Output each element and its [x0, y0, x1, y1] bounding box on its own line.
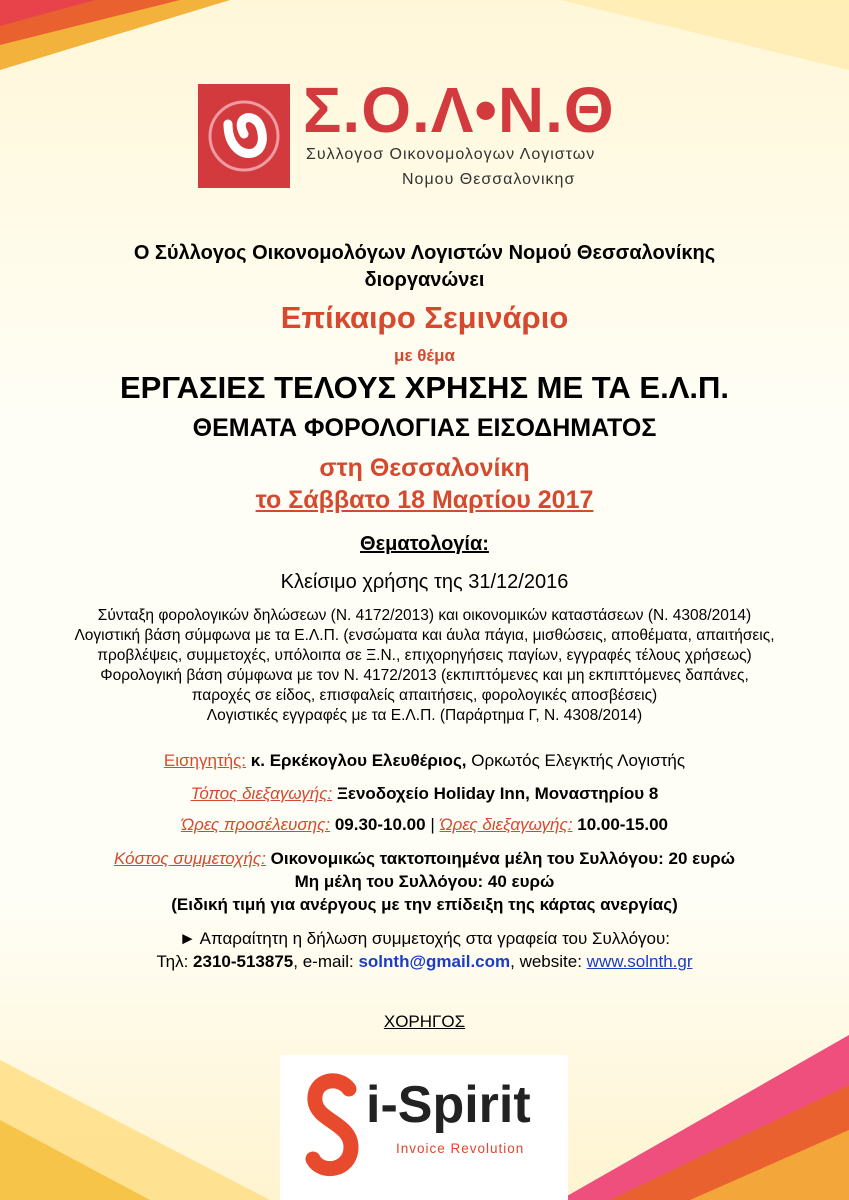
organizer-line-1: Ο Σύλλογος Οικονομολόγων Λογιστών Νομού Θεσσαλονίκης [133, 242, 716, 264]
phone-label: Τηλ: [156, 952, 189, 971]
hours-row [0, 815, 849, 835]
speaker-role: Ορκωτός Ελεγκτής Λογιστής [471, 751, 686, 770]
seminar-title: Επίκαιρο Σεμινάριο [280, 300, 569, 335]
venue-label: Τόπος διεξαγωγής: [190, 784, 333, 803]
registration-block [0, 927, 849, 973]
association-logo-title: Σ.Ο.Λ•Ν.Θ [303, 74, 615, 146]
registration-text: Απαραίτητη η δήλωση συμμετοχής στα γραφεία του Συλλόγου: [199, 929, 670, 948]
topics-list [0, 606, 849, 726]
topic-line: Λογιστικές εγγραφές με τα Ε.Λ.Π. (Παράρτημα Γ, Ν. 4308/2014) [206, 707, 643, 724]
hours-label: Ώρες διεξαγωγής: [439, 815, 573, 834]
topic-line: παροχές σε είδος, επισφαλείς απαιτήσεις, φορολογικές αποσβέσεις) [191, 687, 658, 704]
headline-1: ΕΡΓΑΣΙΕΣ ΤΕΛΟΥΣ ΧΡΗΣΗΣ ΜΕ ΤΑ Ε.Λ.Π. [120, 370, 729, 405]
contact-line [0, 950, 849, 973]
email-label: , e-mail: [293, 952, 354, 971]
arrival-value: 09.30-10.00 [334, 815, 426, 834]
registration-line [0, 927, 849, 950]
topics-heading: Θεματολογία: [360, 533, 489, 555]
hours-value: 10.00-15.00 [577, 815, 668, 834]
organizer-line-2: διοργανώνει [364, 269, 485, 291]
event-date: το Σάββατο 18 Μαρτίου 2017 [255, 486, 594, 514]
cost-label: Κόστος συμμετοχής: [114, 849, 266, 868]
association-logo [198, 74, 658, 195]
event-city: στη Θεσσαλονίκη [319, 454, 530, 482]
sponsor-logo [280, 1055, 568, 1200]
sponsor-label: ΧΟΡΗΓΟΣ [383, 1012, 466, 1031]
association-logo-subtitle-2: Νομου Θεσσαλονικησ [402, 171, 576, 188]
organizer-text [0, 240, 849, 294]
theme-label: με θέμα [394, 346, 455, 365]
topic-line: Σύνταξη φορολογικών δηλώσεων (Ν. 4172/2013) και οικονομικών καταστάσεων (Ν. 4308/2014) [97, 607, 752, 624]
cost-row [0, 847, 849, 870]
sponsor-s-icon [305, 1067, 360, 1182]
arrival-label: Ώρες προσέλευσης: [181, 815, 331, 834]
arrow-icon: ► [179, 929, 196, 948]
phone-number: 2310-513875 [193, 952, 294, 971]
cost-block [0, 847, 849, 916]
email-link[interactable]: solnth@gmail.com [358, 952, 511, 971]
association-logo-subtitle-1: Συλλογοσ Οικονομολογων Λογιστων [306, 146, 596, 163]
hours-separator: | [430, 815, 435, 834]
website-label: , website: [510, 952, 582, 971]
speaker-label: Εισηγητής: [163, 751, 247, 770]
topic-line: Φορολογική βάση σύμφωνα με τον Ν. 4172/2013 (εκπιπτόμενες και μη εκπιπτόμενες δαπάνες, [100, 667, 749, 684]
sponsor-tagline: Invoice Revolution [396, 1141, 525, 1156]
venue-value: Ξενοδοχείο Holiday Inn, Μοναστηρίου 8 [336, 784, 659, 803]
cost-nonmembers: Μη μέλη του Συλλόγου: 40 ευρώ [294, 872, 555, 891]
cost-members: Οικονομικώς τακτοποιημένα μέλη του Συλλόγου: 20 ευρώ [270, 849, 735, 868]
topics-closing: Κλείσιμο χρήσης της 31/12/2016 [280, 571, 569, 593]
venue-row [0, 784, 849, 804]
headline-2: ΘΕΜΑΤΑ ΦΟΡΟΛΟΓΙΑΣ ΕΙΣΟΔΗΜΑΤΟΣ [192, 414, 657, 442]
speaker-row [0, 751, 849, 771]
topic-line: προβλέψεις, συμμετοχές, υπόλοιπα σε Ξ.Ν., επιχορηγήσεις παγίων, εγγραφές τέλους χρήσεως) [97, 647, 752, 664]
website-link[interactable]: www.solnth.gr [586, 952, 693, 971]
speaker-name: κ. Ερκέκογλου Ελευθέριος, [250, 751, 467, 770]
sponsor-name: i-Spirit [366, 1076, 531, 1134]
cost-special: (Ειδική τιμή για ανέργους με την επίδειξη της κάρτας ανεργίας) [171, 895, 678, 914]
topic-line: Λογιστική βάση σύμφωνα με τα Ε.Λ.Π. (ενσώματα και άυλα πάγια, μισθώσεις, αποθέματα, απαιτήσεις, [74, 627, 775, 644]
association-logo-mark [198, 84, 290, 188]
